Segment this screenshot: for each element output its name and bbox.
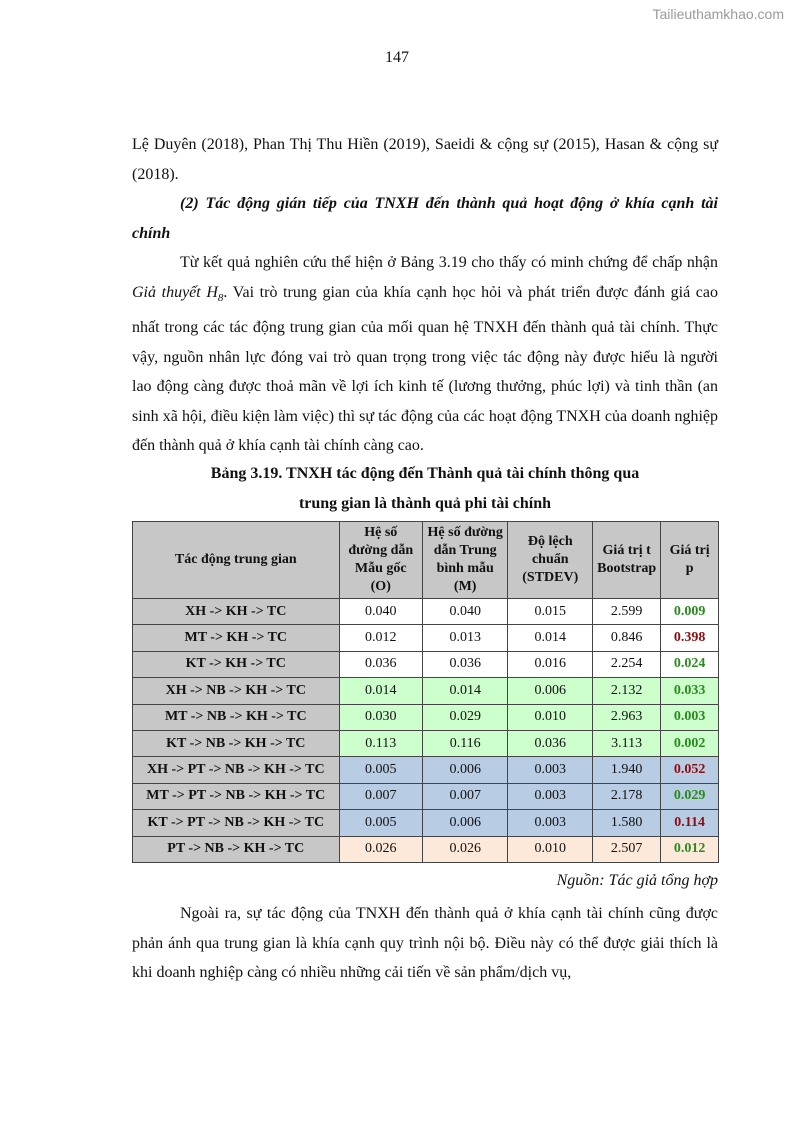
table-caption-line-1: Bảng 3.19. TNXH tác động đến Thành quả tài chính thông qua: [210, 465, 640, 482]
row-path: KT -> NB -> KH -> TC: [133, 730, 340, 756]
row-stdev: 0.003: [508, 810, 593, 836]
paragraph-3: Ngoài ra, sự tác động của TNXH đến thành quả ở khía cạnh tài chính cũng được phản ánh qua trung gian là khía cạnh quy trình nội bộ. Điều này có thể được giải thích là khi doanh nghiệp càng có nhiều những cải tiến về sản phẩm/dịch vụ,: [132, 905, 718, 981]
table-row: [133, 678, 719, 704]
row-stdev: 0.010: [508, 704, 593, 730]
table-caption-line-2: trung gian là thành quả phi tài chính: [298, 495, 552, 512]
row-stdev: 0.010: [508, 836, 593, 862]
row-p-value: 0.003: [661, 704, 719, 730]
header-stdev: Độ lệch chuẩn (STDEV): [508, 522, 593, 599]
row-stdev: 0.016: [508, 651, 593, 677]
row-p-value: 0.033: [661, 678, 719, 704]
row-original-sample: 0.036: [339, 651, 422, 677]
row-original-sample: 0.014: [339, 678, 422, 704]
body-section-top: [132, 130, 718, 461]
table-row: [133, 836, 719, 862]
mediation-table: [132, 521, 719, 863]
row-sample-mean: 0.007: [422, 783, 507, 809]
paragraph-1: Lệ Duyên (2018), Phan Thị Thu Hiền (2019), Saeidi & cộng sự (2015), Hasan & cộng sự (2018).: [132, 136, 718, 183]
header-sample-mean: Hệ số đường dẫn Trung bình mẫu (M): [422, 522, 507, 599]
row-p-value: 0.009: [661, 599, 719, 625]
row-sample-mean: 0.006: [422, 757, 507, 783]
row-t-value: 0.846: [593, 625, 661, 651]
row-original-sample: 0.113: [339, 730, 422, 756]
row-t-value: 2.507: [593, 836, 661, 862]
row-stdev: 0.015: [508, 599, 593, 625]
table-row: [133, 730, 719, 756]
header-t-value: Giá trị t Bootstrap: [593, 522, 661, 599]
table-caption: [132, 459, 718, 519]
row-path: MT -> KH -> TC: [133, 625, 340, 651]
row-t-value: 2.254: [593, 651, 661, 677]
table-row: [133, 625, 719, 651]
row-t-value: 1.580: [593, 810, 661, 836]
row-sample-mean: 0.013: [422, 625, 507, 651]
row-path: XH -> PT -> NB -> KH -> TC: [133, 757, 340, 783]
row-stdev: 0.003: [508, 757, 593, 783]
row-t-value: 2.132: [593, 678, 661, 704]
row-p-value: 0.114: [661, 810, 719, 836]
row-stdev: 0.014: [508, 625, 593, 651]
row-original-sample: 0.012: [339, 625, 422, 651]
row-original-sample: 0.030: [339, 704, 422, 730]
row-original-sample: 0.005: [339, 757, 422, 783]
row-p-value: 0.024: [661, 651, 719, 677]
source-note: Nguồn: Tác giả tổng hợp: [556, 872, 718, 889]
row-path: MT -> PT -> NB -> KH -> TC: [133, 783, 340, 809]
hypothesis-label: Giả thuyết $H_8$: [132, 283, 224, 304]
row-sample-mean: 0.116: [422, 730, 507, 756]
row-sample-mean: 0.026: [422, 836, 507, 862]
row-sample-mean: 0.040: [422, 599, 507, 625]
row-original-sample: 0.040: [339, 599, 422, 625]
header-original-sample: Hệ số đường dẫn Mẫu gốc (O): [339, 522, 422, 599]
row-t-value: 2.178: [593, 783, 661, 809]
row-t-value: 2.599: [593, 599, 661, 625]
header-mediation-path: Tác động trung gian: [133, 522, 340, 599]
row-original-sample: 0.005: [339, 810, 422, 836]
paragraph-2: [132, 248, 718, 461]
row-stdev: 0.036: [508, 730, 593, 756]
row-stdev: 0.003: [508, 783, 593, 809]
table-row: [133, 599, 719, 625]
row-path: MT -> NB -> KH -> TC: [133, 704, 340, 730]
row-original-sample: 0.007: [339, 783, 422, 809]
table-row: [133, 810, 719, 836]
row-path: XH -> NB -> KH -> TC: [133, 678, 340, 704]
row-sample-mean: 0.006: [422, 810, 507, 836]
row-p-value: 0.398: [661, 625, 719, 651]
row-sample-mean: 0.036: [422, 651, 507, 677]
table-header-row: [133, 522, 719, 599]
table-row: [133, 704, 719, 730]
paragraph-2-before: Từ kết quả nghiên cứu thể hiện ở Bảng 3.19 cho thấy có minh chứng để chấp nhận: [180, 254, 718, 271]
row-sample-mean: 0.029: [422, 704, 507, 730]
row-t-value: 3.113: [593, 730, 661, 756]
page-number: 147: [385, 49, 409, 66]
row-p-value: 0.052: [661, 757, 719, 783]
row-original-sample: 0.026: [339, 836, 422, 862]
watermark: Tailieuthamkhao.com: [652, 6, 784, 22]
row-path: PT -> NB -> KH -> TC: [133, 836, 340, 862]
table-row: [133, 783, 719, 809]
paragraph-2-after: . Vai trò trung gian của khía cạnh học hỏi và phát triển được đánh giá cao nhất trong các tác động trung gian của mối quan hệ TNXH đến thành quả tài chính. Thực vậy, nguồn nhân lực đóng vai trò quan trọng trong việc tác động này được hiểu là người lao động càng được thoả mãn về lợi ích kinh tế (lương thưởng, phúc lợi) và tinh thần (an sinh xã hội, điều kiện làm việc) thì sự tác động của các hoạt động TNXH của doanh nghiệp đến thành quả ở khía cạnh tài chính càng cao.: [132, 283, 718, 455]
row-stdev: 0.006: [508, 678, 593, 704]
row-p-value: 0.012: [661, 836, 719, 862]
row-sample-mean: 0.014: [422, 678, 507, 704]
table-body: [133, 599, 719, 863]
row-path: KT -> KH -> TC: [133, 651, 340, 677]
body-section-bottom: [132, 899, 718, 988]
table-row: [133, 757, 719, 783]
row-path: XH -> KH -> TC: [133, 599, 340, 625]
table-row: [133, 651, 719, 677]
row-p-value: 0.002: [661, 730, 719, 756]
header-p-value: Giá trị p: [661, 522, 719, 599]
section-heading: (2) Tác động gián tiếp của TNXH đến thành quả hoạt động ở khía cạnh tài chính: [132, 195, 718, 242]
row-path: KT -> PT -> NB -> KH -> TC: [133, 810, 340, 836]
row-t-value: 2.963: [593, 704, 661, 730]
row-t-value: 1.940: [593, 757, 661, 783]
row-p-value: 0.029: [661, 783, 719, 809]
